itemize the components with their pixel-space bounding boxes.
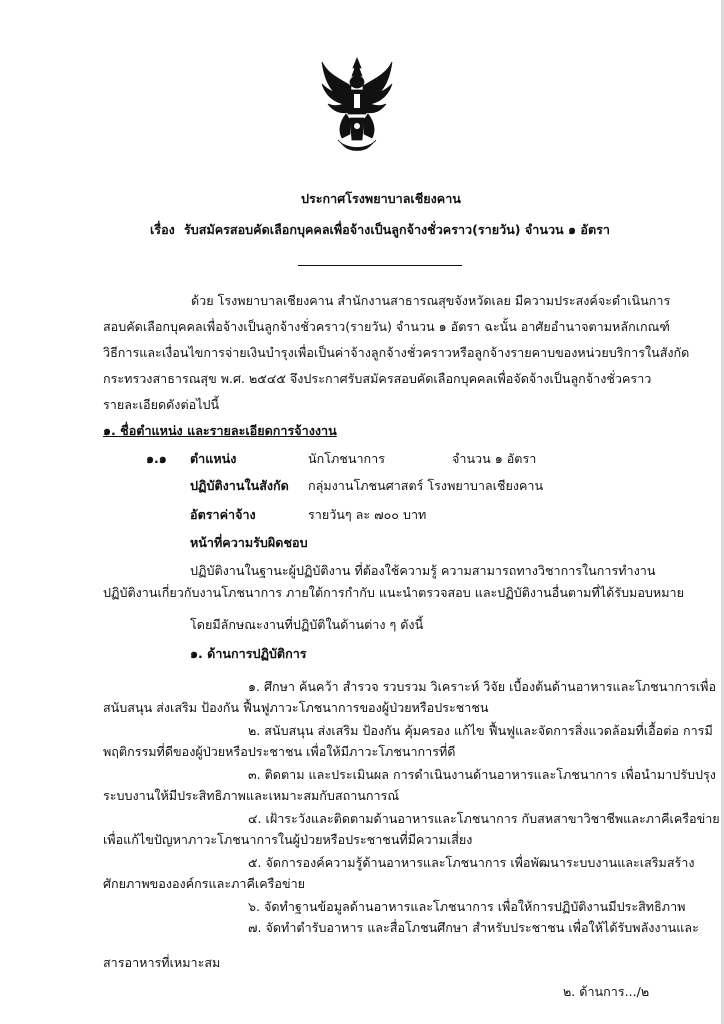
task-line: ๗. จัดทำตำรับอาหาร และสื่อโภชนศึกษา สำหรับประชาชน เพื่อให้ได้รับพลังงานและ: [248, 920, 699, 935]
duties-line: ปฏิบัติงานในฐานะผู้ปฏิบัติงาน ที่ต้องใช้ความรู้ ความสามารถทางวิชาการในการทำงาน: [190, 563, 656, 578]
unit-label: ปฏิบัติงานในสังกัด: [190, 478, 289, 493]
intro-line: วิธีการและเงื่อนไขการจ่ายเงินบำรุงเพื่อเป็นค่าจ้างลูกจ้างชั่วคราวหรือลูกจ้างรายคาบของหน่วยบริการในสังกัด: [103, 345, 690, 360]
garuda-emblem-icon: [320, 56, 394, 156]
section-heading: ๑. ชื่อตำแหน่ง และรายละเอียดการจ้างงาน: [103, 423, 337, 438]
intro-line: สอบคัดเลือกบุคคลเพื่อจ้างเป็นลูกจ้างชั่วคราว(รายวัน) จำนวน ๑ อัตรา ฉะนั้น อาศัยอำนาจตามหลักเกณฑ์: [103, 319, 670, 334]
next-page-marker: ๒. ด้านการ.../๒: [563, 984, 650, 999]
continuation-line: สารอาหารที่เหมาะสม: [103, 955, 221, 970]
subsection-heading: ๑. ด้านการปฏิบัติการ: [190, 646, 307, 661]
intro-line: ด้วย โรงพยาบาลเชียงคาน สำนักงานสาธารณสุขจังหวัดเลย มีความประสงค์จะดำเนินการ: [191, 293, 671, 308]
subject-text: รับสมัครสอบคัดเลือกบุคคลเพื่อจ้างเป็นลูกจ้างชั่วคราว(รายวัน) จำนวน ๑ อัตรา: [184, 222, 610, 237]
header-divider: [298, 265, 462, 266]
task-line: ระบบงานให้มีประสิทธิภาพและเหมาะสมกับสถานการณ์: [103, 788, 400, 803]
intro-line: รายละเอียดดังต่อไปนี้: [103, 397, 220, 412]
position-value: นักโภชนาการ: [308, 451, 385, 466]
position-label: ตำแหน่ง: [190, 451, 237, 466]
task-line: ๕. จัดการองค์ความรู้ด้านอาหารและโภชนาการ เพื่อพัฒนาระบบงานและเสริมสร้าง: [248, 855, 695, 870]
duties-label: หน้าที่ความรับผิดชอบ: [190, 535, 308, 550]
wage-label: อัตราค่าจ้าง: [190, 507, 256, 522]
task-line: เพื่อแก้ไขปัญหาภาวะโภชนาการในผู้ป่วยหรือประชาชนที่มีความเสี่ยง: [103, 832, 473, 847]
task-line: สนับสนุน ส่งเสริม ป้องกัน ฟื้นฟูภาวะโภชนาการของผู้ป่วยหรือประชาชน: [103, 700, 489, 715]
task-line: ๒. สนับสนุน ส่งเสริม ป้องกัน คุ้มครอง แก้ไข ฟื้นฟูและจัดการสิ่งแวดล้อมที่เอื้อต่อ การมี: [248, 723, 713, 738]
unit-value: กลุ่มงานโภชนศาสตร์ โรงพยาบาลเชียงคาน: [308, 478, 544, 493]
nature-line: โดยมีลักษณะงานที่ปฏิบัติในด้านต่าง ๆ ดังนี้: [190, 617, 424, 632]
task-line: ศักยภาพขององค์กรและภาคีเครือข่าย: [103, 876, 306, 891]
subject-label: เรื่อง: [150, 222, 175, 237]
task-line: ๑. ศึกษา ค้นคว้า สำรวจ รวบรวม วิเคราะห์ วิจัย เบื้องต้นด้านอาหารและโภชนาการเพื่อ: [248, 679, 717, 694]
task-line: ๖. จัดทำฐานข้อมูลด้านอาหารและโภชนาการ เพื่อให้การปฏิบัติงานมีประสิทธิภาพ: [248, 899, 686, 914]
item-number: ๑.๑: [146, 451, 167, 466]
position-count: จำนวน ๑ อัตรา: [452, 451, 537, 466]
task-line: ๓. ติดตาม และประเมินผล การดำเนินงานด้านอาหารและโภชนาการ เพื่อนำมาปรับปรุง: [248, 767, 716, 782]
intro-line: กระทรวงสาธารณสุข พ.ศ. ๒๕๔๕ จึงประกาศรับสมัครสอบคัดเลือกบุคคลเพื่อจัดจ้างเป็นลูกจ้างชั่วคราว: [103, 371, 652, 386]
duties-line: ปฏิบัติงานเกี่ยวกับงานโภชนาการ ภายใต้การกำกับ แนะนำตรวจสอบ และปฏิบัติงานอื่นตามที่ได้รับมอบหมาย: [103, 585, 684, 600]
task-line: พฤติกรรมที่ดีของผู้ป่วยหรือประชาชน เพื่อให้มีภาวะโภชนาการที่ดี: [103, 744, 456, 759]
wage-value: รายวันๆ ละ ๗๐๐ บาท: [308, 507, 427, 522]
task-line: ๔. เฝ้าระวังและติดตามด้านอาหารและโภชนาการ กับสหสาขาวิชาชีพและภาคีเครือข่าย: [248, 811, 720, 826]
document-title: ประกาศโรงพยาบาลเชียงคาน: [301, 191, 461, 206]
